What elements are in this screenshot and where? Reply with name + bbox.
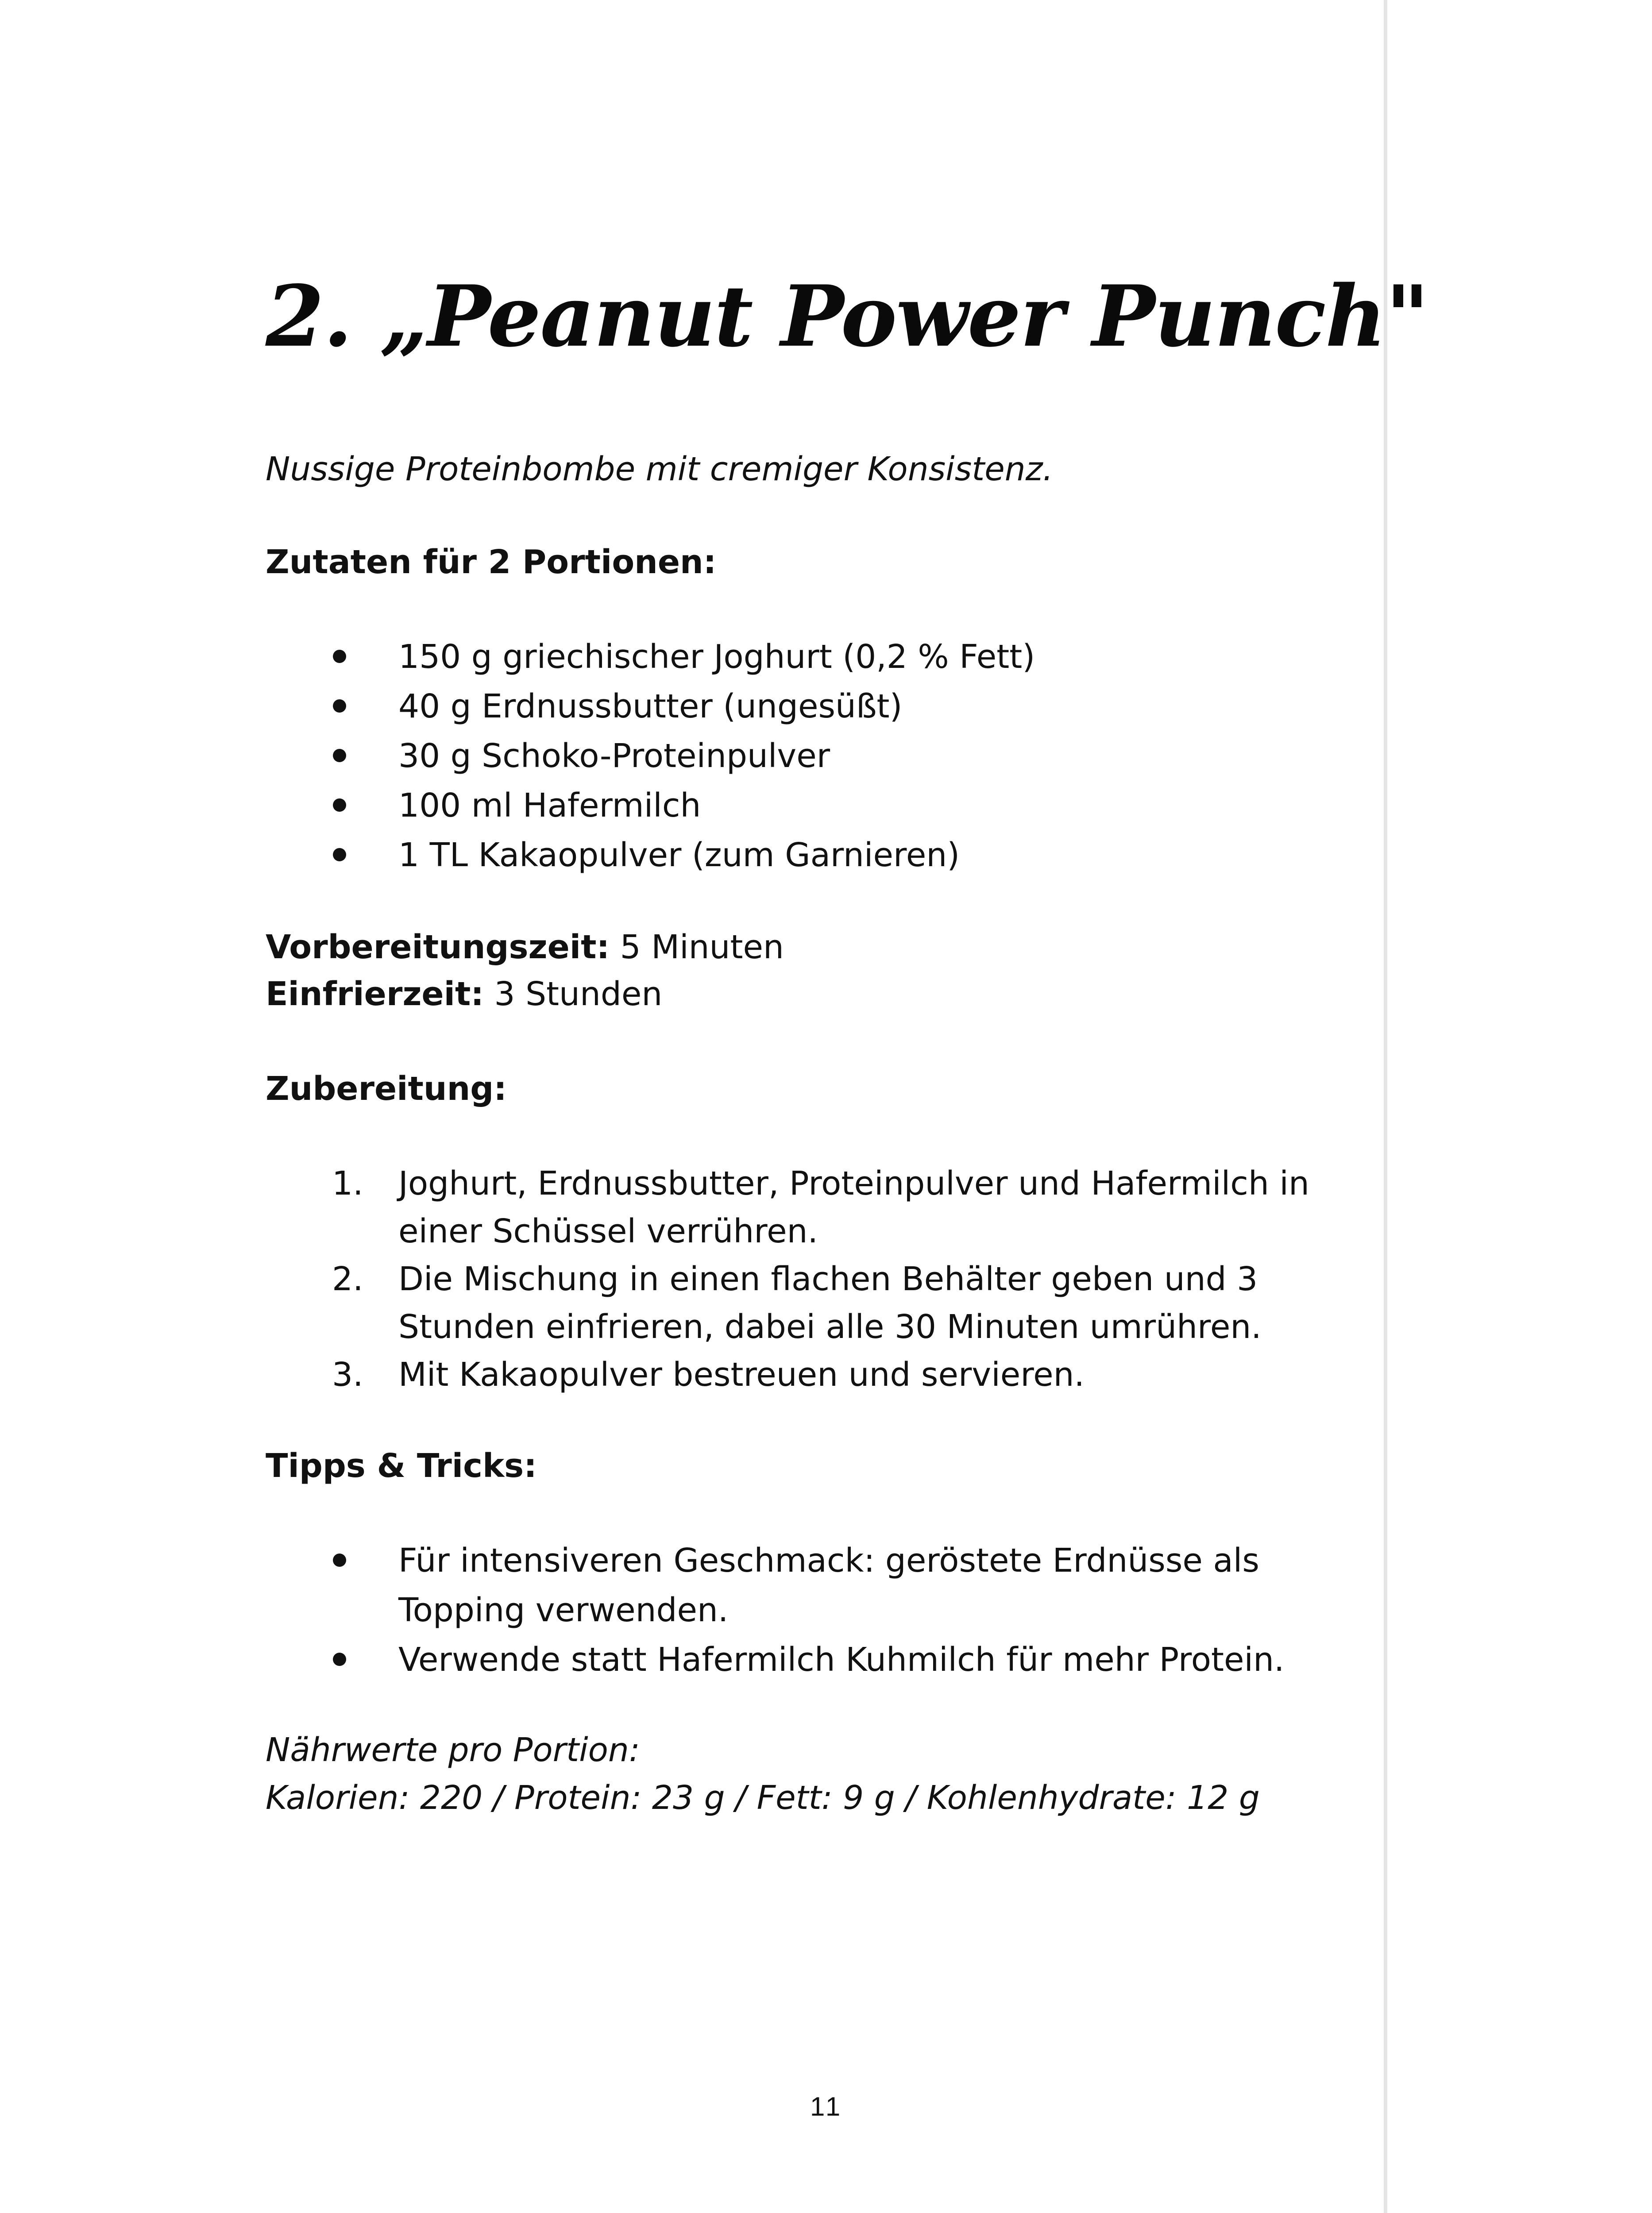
page-number: 11	[810, 2092, 843, 2121]
tips-list	[266, 1536, 1372, 1685]
tips-heading: Tipps & Tricks:	[266, 1447, 537, 1485]
list-item: 2. Die Mischung in einen flachen Behälter geben und 3 Stunden einfrieren, dabei alle 30 Minuten umrühren.	[332, 1260, 1262, 1346]
nutrition-info	[266, 1726, 1260, 1822]
recipe-title: 2. „Peanut Power Punch"	[266, 267, 1428, 366]
preparation-steps	[266, 1160, 1386, 1399]
document-page	[266, 0, 1428, 2213]
list-item: Verwende statt Hafermilch Kuhmilch für mehr Protein.	[266, 1635, 1372, 1685]
bullet-icon	[333, 1554, 346, 1567]
list-item: 150 g griechischer Joghurt (0,2 % Fett)	[266, 632, 1372, 682]
ingredients-heading: Zutaten für 2 Portionen:	[266, 543, 717, 581]
list-item: Für intensiveren Geschmack: geröstete Erdnüsse als Topping verwenden.	[266, 1536, 1372, 1635]
list-item: 1 TL Kakaopulver (zum Garnieren)	[266, 830, 1372, 880]
freeze-time: Einfrierzeit: 3 Stunden	[266, 975, 663, 1013]
bullet-icon	[333, 650, 346, 663]
nutrition-values: Kalorien: 220 / Protein: 23 g / Fett: 9 g / Kohlenhydrate: 12 g	[266, 1779, 1260, 1817]
recipe-subtitle: Nussige Proteinbombe mit cremiger Konsistenz.	[266, 450, 1054, 488]
bullet-icon	[333, 749, 346, 762]
list-item: 1. Joghurt, Erdnussbutter, Proteinpulver und Hafermilch in einer Schüssel verrühren.	[332, 1164, 1309, 1250]
bullet-icon	[333, 699, 346, 713]
nutrition-label: Nährwerte pro Portion:	[266, 1731, 640, 1769]
prep-time: Vorbereitungszeit: 5 Minuten	[266, 928, 784, 966]
list-item: 3. Mit Kakaopulver bestreuen und servieren.	[332, 1356, 1085, 1394]
list-item: 40 g Erdnussbutter (ungesüßt)	[266, 682, 1372, 731]
list-item: 100 ml Hafermilch	[266, 781, 1372, 830]
list-item: 30 g Schoko-Proteinpulver	[266, 731, 1372, 781]
ingredients-list	[266, 632, 1372, 880]
preparation-heading: Zubereitung:	[266, 1070, 507, 1108]
bullet-icon	[333, 798, 346, 812]
bullet-icon	[333, 848, 346, 861]
bullet-icon	[333, 1653, 346, 1666]
